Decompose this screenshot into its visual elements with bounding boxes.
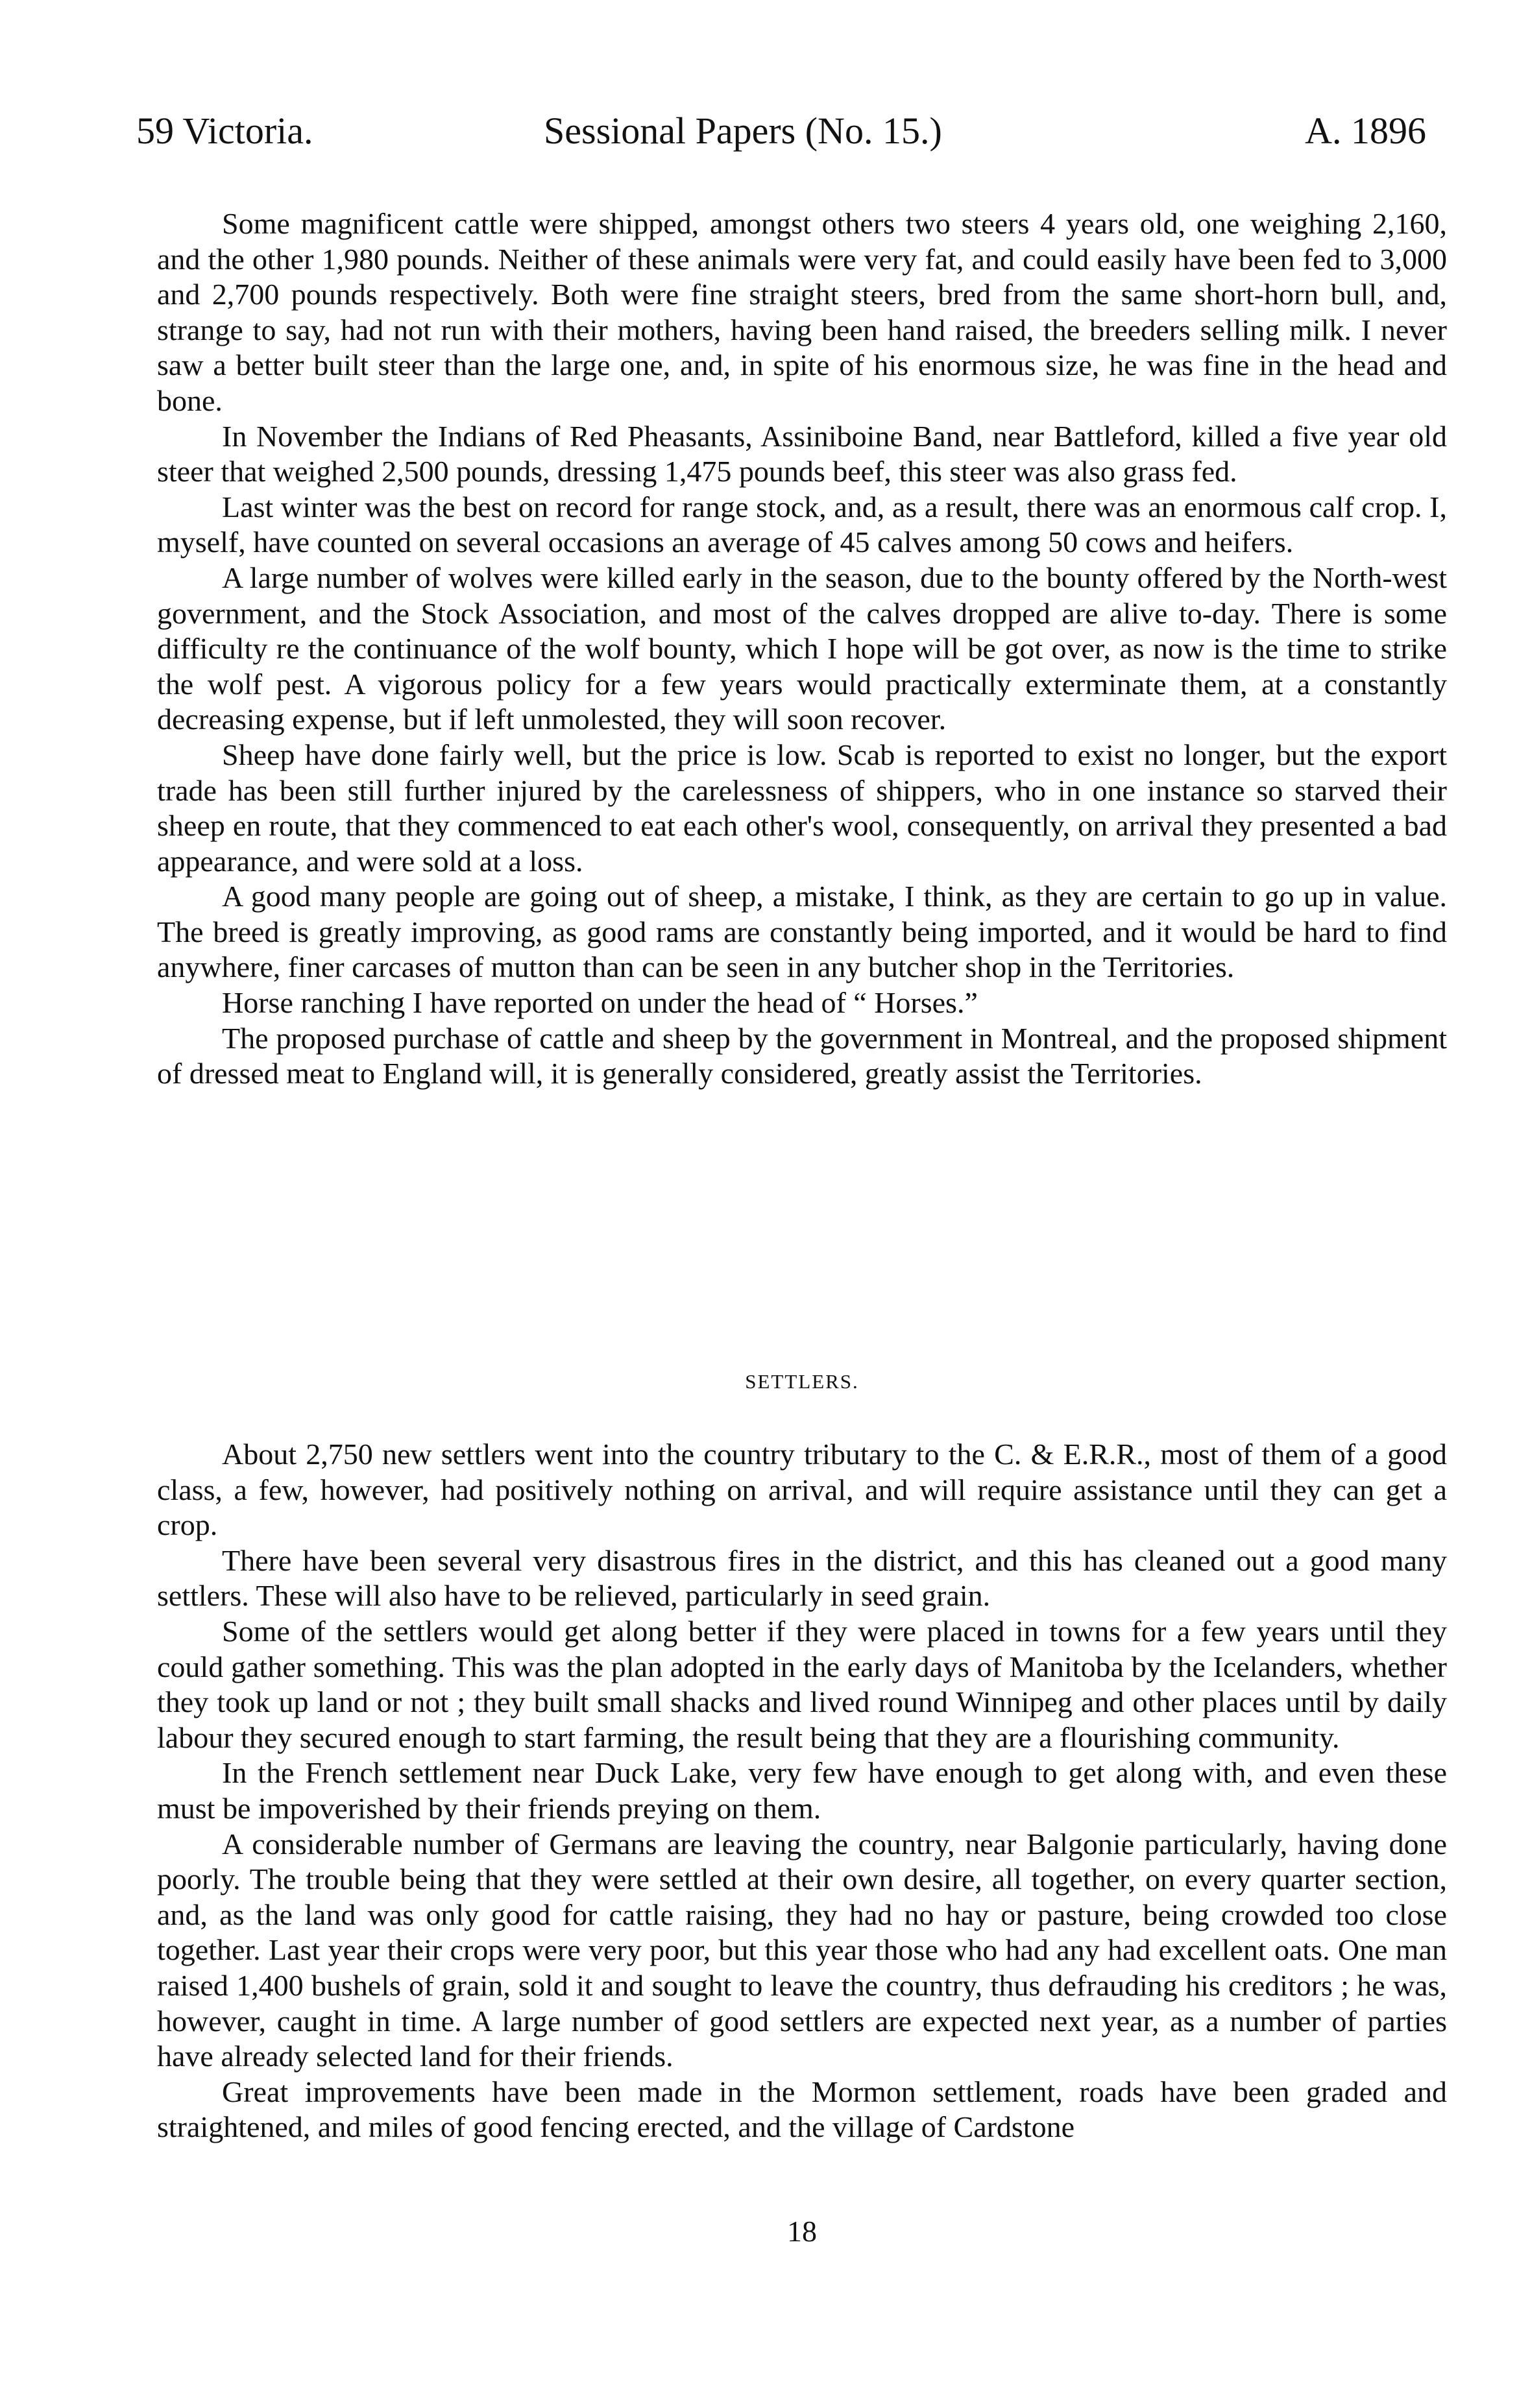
header-year: A. 1896 xyxy=(1305,110,1426,152)
page-number: 18 xyxy=(787,2215,817,2248)
paragraph-red-pheasants: In November the Indians of Red Pheasants, Assiniboine Band, near Battleford, killed a five year old steer that weighed 2,500 pounds, dressing 1,475 pounds beef, this steer was also grass fed. xyxy=(157,419,1447,488)
paragraph-fires: There have been several very disastrous fires in the district, and this has cleaned out a good many settlers. These will also have to be relieved, particularly in seed grain. xyxy=(157,1543,1447,1613)
header-session: 59 Victoria. xyxy=(136,110,313,152)
paragraph-sheep: Sheep have done fairly well, but the price is low. Scab is reported to exist no longer, but the export trade has been still further injured by the carelessness of shippers, who in one instance so starved their sheep en route, that they commenced to eat each other's wool, consequently, on arrival they presented a bad appearance, and were sold at a loss. xyxy=(157,738,1447,878)
running-header xyxy=(136,105,1426,157)
header-title: Sessional Papers (No. 15.) xyxy=(544,110,942,152)
paragraph-cattle-shipped: Some magnificent cattle were shipped, amongst others two steers 4 years old, one weighing 2,160, and the other 1,980 pounds. Neither of these animals were very fat, and could easily have been fed to 3,000 and 2,700 pounds respectively. Both were fine straight steers, bred from the same short-horn bull, and, strange to say, had not run with their mothers, having been hand raised, the breeders selling milk. I never saw a better built steer than the large one, and, in spite of his enormous size, he was fine in the head and bone. xyxy=(157,207,1447,417)
paragraph-proposed-purchase: The proposed purchase of cattle and sheep by the government in Montreal, and the proposed shipment of dressed meat to England will, it is generally considered, greatly assist the Territories. xyxy=(157,1021,1447,1090)
paragraph-new-settlers: About 2,750 new settlers went into the country tributary to the C. & E.R.R., most of them of a good class, a few, however, had positively nothing on arrival, and will require assistance until they can get a crop. xyxy=(157,1438,1447,1542)
paragraph-duck-lake: In the French settlement near Duck Lake, very few have enough to get along with, and even these must be impoverished by their friends preying on them. xyxy=(157,1756,1447,1825)
paragraph-calf-crop: Last winter was the best on record for range stock, and, as a result, there was an enormous calf crop. I, myself, have counted on several occasions an average of 45 calves among 50 cows and heifers. xyxy=(157,490,1447,559)
paragraph-mormon-settlement: Great improvements have been made in the Mormon settlement, roads have been graded and straightened, and miles of good fencing erected, and the village of Cardstone xyxy=(157,2075,1447,2144)
paragraph-horse-ranching: Horse ranching I have reported on under the head of “ Horses.” xyxy=(222,986,978,1020)
paragraph-sheep-value: A good many people are going out of sheep, a mistake, I think, as they are certain to go up in value. The breed is greatly improving, as good rams are constantly being imported, and it would be hard to find anywhere, finer carcases of mutton than can be seen in any butcher shop in the Territories. xyxy=(157,880,1447,984)
settlers-section xyxy=(157,1437,1447,2145)
livestock-section xyxy=(157,206,1447,1092)
paragraph-wolves: A large number of wolves were killed early in the season, due to the bounty offered by the North-west government, and the Stock Association, and most of the calves dropped are alive to-day. There is some difficulty re the continuance of the wolf bounty, which I hope will be got over, as now is the time to strike the wolf pest. A vigorous policy for a few years would practically exterminate them, at a constantly decreasing expense, but if left unmolested, they will soon recover. xyxy=(157,560,1447,736)
section-heading-settlers: SETTLERS. xyxy=(745,1370,859,1393)
paragraph-towns: Some of the settlers would get along better if they were placed in towns for a few years until they could gather something. This was the plan adopted in the early days of Manitoba by the Icelanders, whether they took up land or not ; they built small shacks and lived round Winnipeg and other places until by daily labour they secured enough to start farming, the result being that they are a flourishing community. xyxy=(157,1614,1447,1754)
paragraph-germans: A considerable number of Germans are leaving the country, near Balgonie particularly, having done poorly. The trouble being that they were settled at their own desire, all together, on every quarter section, and, as the land was only good for cattle raising, they had no hay or pasture, being crowded too close together. Last year their crops were very poor, but this year those who had any had excellent oats. One man raised 1,400 bushels of grain, sold it and sought to leave the country, thus defrauding his creditors ; he was, however, caught in time. A large number of good settlers are expected next year, as a number of parties have already selected land for their friends. xyxy=(157,1827,1447,2073)
